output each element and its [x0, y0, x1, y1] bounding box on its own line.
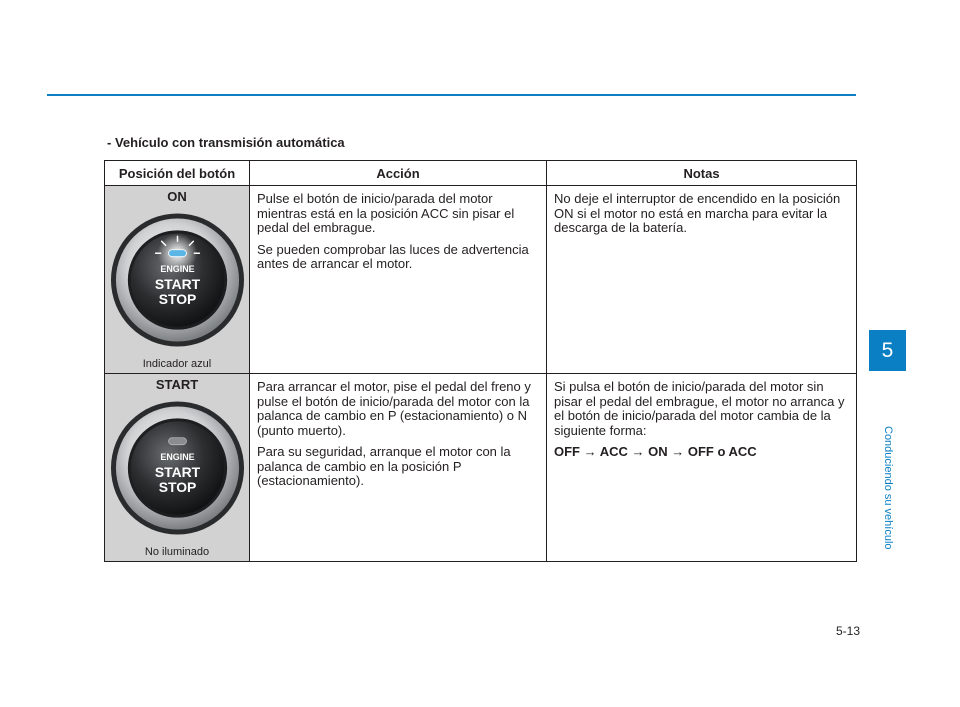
table-row — [105, 186, 857, 374]
header-rule — [47, 94, 856, 96]
header-position: Posición del botón — [105, 161, 250, 186]
action-cell — [250, 186, 547, 374]
position-label: START — [155, 377, 199, 392]
button-text-start: START — [154, 275, 201, 292]
indicator-caption: Indicador azul — [142, 358, 212, 370]
header-action: Acción — [250, 161, 547, 186]
engine-start-stop-button-icon — [108, 210, 247, 350]
position-cell-start — [105, 374, 250, 562]
notes-sequence: OFF → ACC → ON → OFF o ACC — [554, 444, 757, 459]
button-text-engine: ENGINE — [160, 264, 195, 275]
notes-text: Si pulsa el botón de inicio/parada del motor sin pisar el pedal del embrague, el motor no arranca y el botón de inicio/parada del motor cambia de la siguiente forma: — [554, 379, 845, 438]
notes-text: No deje el interruptor de encendido en la posición ON si el motor no está en marcha para evitar la descarga de la batería. — [554, 191, 841, 235]
button-text-stop: STOP — [158, 290, 197, 307]
indicator-light — [169, 438, 187, 445]
action-cell — [250, 374, 547, 562]
action-text: Para su seguridad, arranque el motor con la palanca de cambio en la posición P (estacionamiento). — [257, 444, 511, 488]
button-text-start: START — [154, 463, 201, 480]
section-heading: - Vehículo con transmisión automática — [107, 135, 345, 150]
engine-start-stop-button-icon — [108, 398, 247, 538]
indicator-caption: No iluminado — [144, 546, 210, 558]
notes-cell — [547, 374, 857, 562]
chapter-title: Conduciendo su vehículo — [882, 426, 894, 550]
button-positions-table — [104, 160, 857, 562]
button-text-engine: ENGINE — [160, 452, 195, 463]
page-number: 5-13 — [835, 624, 860, 638]
table-header-row — [105, 161, 857, 186]
action-text: Para arrancar el motor, pise el pedal del freno y pulse el botón de inicio/parada del motor con la palanca de cambio en P (estacionamiento) o N (punto muerto). — [257, 379, 531, 438]
position-label: ON — [167, 189, 187, 204]
chapter-tab: 5 — [869, 330, 906, 371]
notes-cell — [547, 186, 857, 374]
button-text-stop: STOP — [158, 478, 197, 495]
header-notes: Notas — [547, 161, 857, 186]
action-text: Se pueden comprobar las luces de advertencia antes de arrancar el motor. — [257, 241, 529, 271]
indicator-light — [169, 250, 187, 257]
table-row — [105, 374, 857, 562]
action-text: Pulse el botón de inicio/parada del motor mientras está en la posición ACC sin pisar el pedal del embrague. — [257, 191, 515, 235]
position-cell-on — [105, 186, 250, 374]
